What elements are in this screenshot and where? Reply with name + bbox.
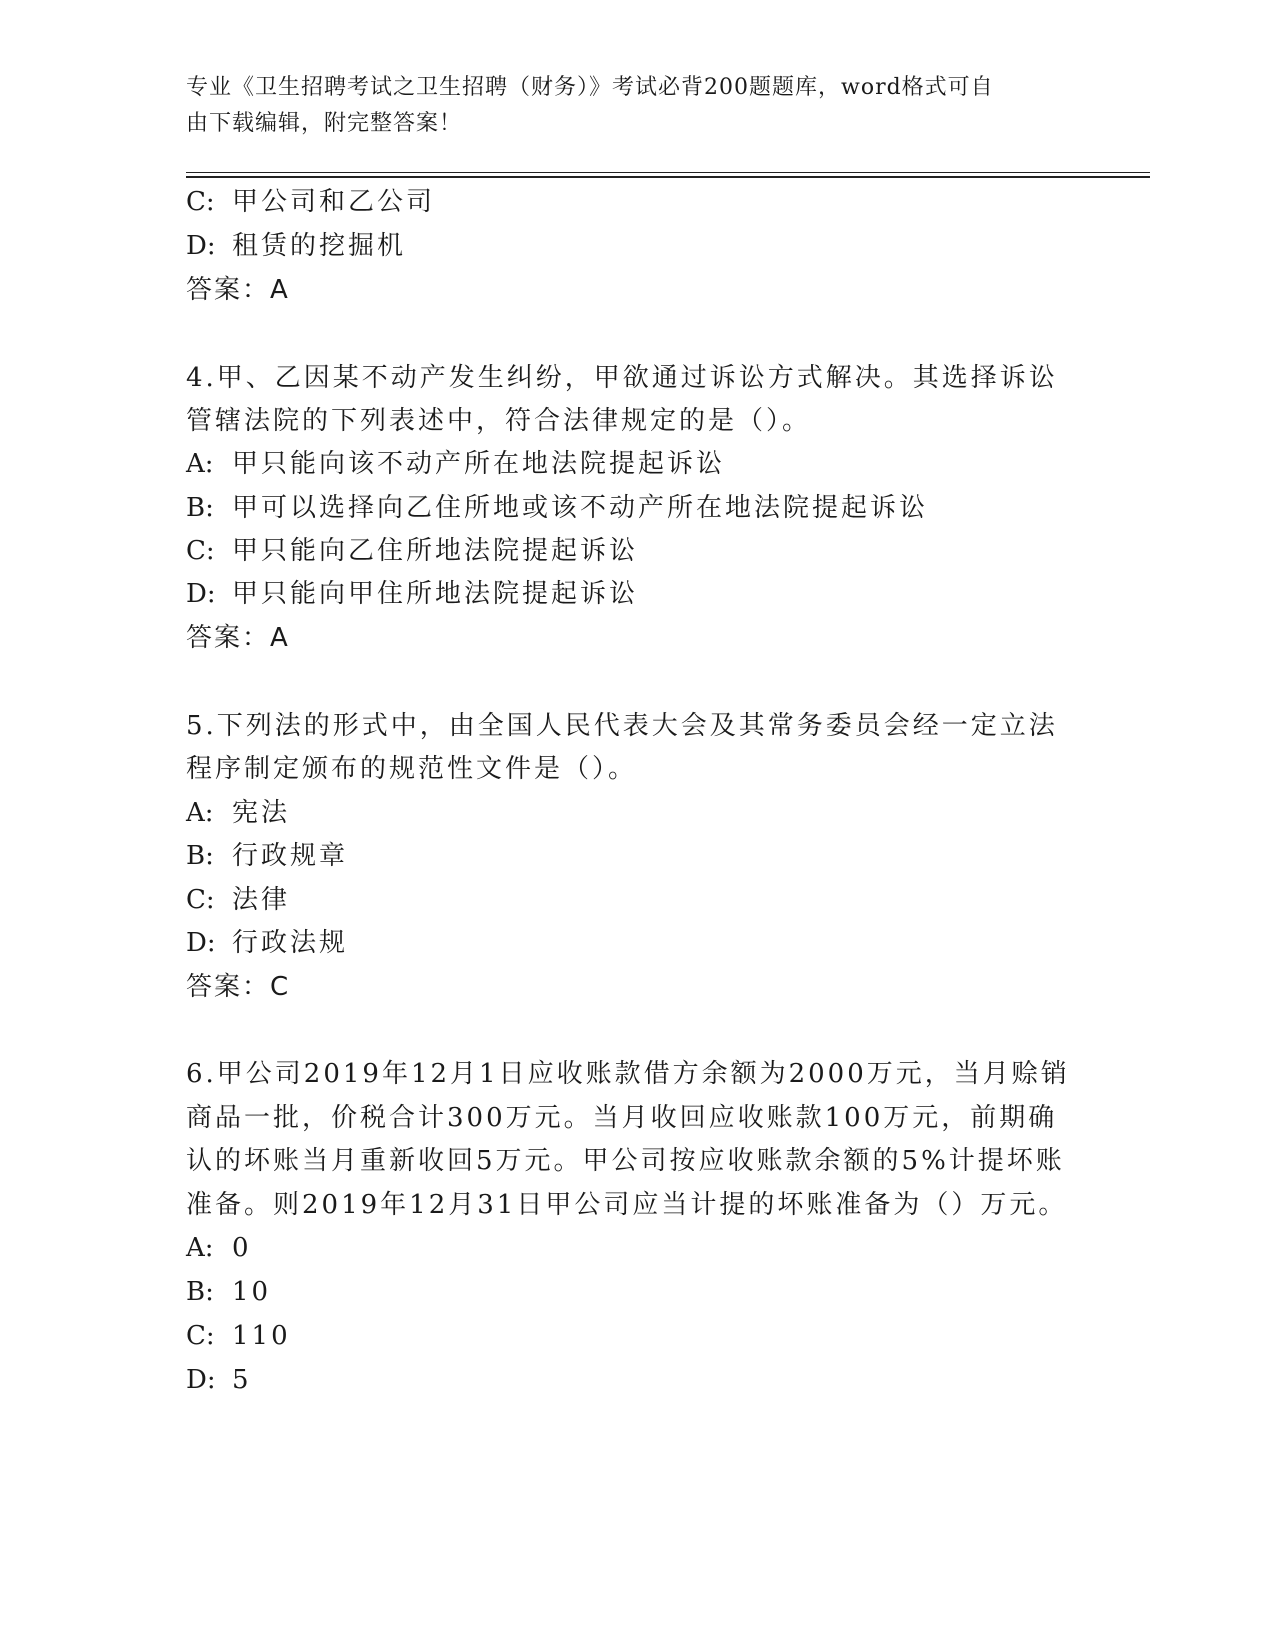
option-letter: C:: [186, 885, 215, 915]
q4-option-b: [186, 492, 928, 524]
option-text: 10: [232, 1277, 272, 1307]
q5-stem-line-1: 5.下列法的形式中，由全国人民代表大会及其常务委员会经一定立法: [186, 711, 1058, 741]
option-letter: D:: [186, 1365, 216, 1395]
q6-stem-line-4: 准备。则2019年12月31日甲公司应当计提的坏账准备为（）万元。: [186, 1190, 1068, 1220]
q5-option-b: [186, 840, 348, 872]
q4-option-d: [186, 578, 638, 610]
q3-option-c: [186, 186, 435, 218]
option-letter: B:: [186, 493, 214, 523]
q5-stem-line-2: 程序制定颁布的规范性文件是（）。: [186, 754, 638, 784]
q6-option-c: [186, 1320, 291, 1352]
option-text: 甲只能向甲住所地法院提起诉讼: [232, 579, 639, 609]
q4-option-a: [186, 448, 725, 480]
q5-answer: 答案：C: [186, 972, 291, 1002]
option-text: 甲可以选择向乙住所地或该不动产所在地法院提起诉讼: [232, 493, 929, 523]
q6-option-b: [186, 1276, 271, 1308]
option-letter: D:: [186, 579, 216, 609]
option-letter: B:: [186, 841, 214, 871]
document-header: [186, 70, 1066, 142]
q4-stem-line-1: 4.甲、乙因某不动产发生纠纷，甲欲通过诉讼方式解决。其选择诉讼: [186, 363, 1058, 393]
q4-stem-line-2: 管辖法院的下列表述中，符合法律规定的是（）。: [186, 406, 812, 436]
header-rule-thick: [186, 176, 1150, 178]
q6-option-d: [186, 1364, 252, 1396]
option-letter: C:: [186, 536, 215, 566]
q6-stem-line-1: 6.甲公司2019年12月1日应收账款借方余额为2000万元，当月赊销: [186, 1059, 1070, 1089]
q5-option-d: [186, 927, 348, 959]
option-letter: C:: [186, 187, 215, 217]
option-text: 法律: [232, 885, 291, 915]
option-text: 甲只能向该不动产所在地法院提起诉讼: [232, 449, 726, 479]
option-letter: A:: [186, 1233, 214, 1263]
option-letter: D:: [186, 928, 216, 958]
option-text: 行政规章: [232, 841, 349, 871]
q4-answer: 答案：A: [186, 623, 290, 653]
q4-option-c: [186, 535, 638, 567]
option-text: 甲公司和乙公司: [232, 187, 436, 217]
option-text: 行政法规: [232, 928, 349, 958]
option-letter: B:: [186, 1277, 214, 1307]
option-letter: C:: [186, 1321, 215, 1351]
option-text: 宪法: [232, 798, 291, 828]
header-line-1: 专业《卫生招聘考试之卫生招聘（财务）》考试必背200题题库，word格式可自: [186, 75, 994, 100]
option-text: 5: [232, 1365, 252, 1395]
q3-answer: 答案：A: [186, 275, 290, 305]
q5-option-c: [186, 884, 290, 916]
header-line-2: 由下载编辑，附完整答案！: [186, 111, 463, 136]
option-letter: A:: [186, 449, 214, 479]
option-text: 110: [232, 1321, 291, 1351]
option-text: 租赁的挖掘机: [232, 231, 407, 261]
q6-stem-line-3: 认的坏账当月重新收回5万元。甲公司按应收账款余额的5%计提坏账: [186, 1146, 1065, 1176]
option-text: 0: [232, 1233, 252, 1263]
option-letter: A:: [186, 798, 214, 828]
q3-option-d: [186, 230, 406, 262]
option-letter: D:: [186, 231, 216, 261]
q6-stem-line-2: 商品一批，价税合计300万元。当月收回应收账款100万元，前期确: [186, 1103, 1058, 1133]
header-rule-thin: [186, 172, 1150, 173]
q6-option-a: [186, 1232, 252, 1264]
option-text: 甲只能向乙住所地法院提起诉讼: [232, 536, 639, 566]
q5-option-a: [186, 797, 290, 829]
